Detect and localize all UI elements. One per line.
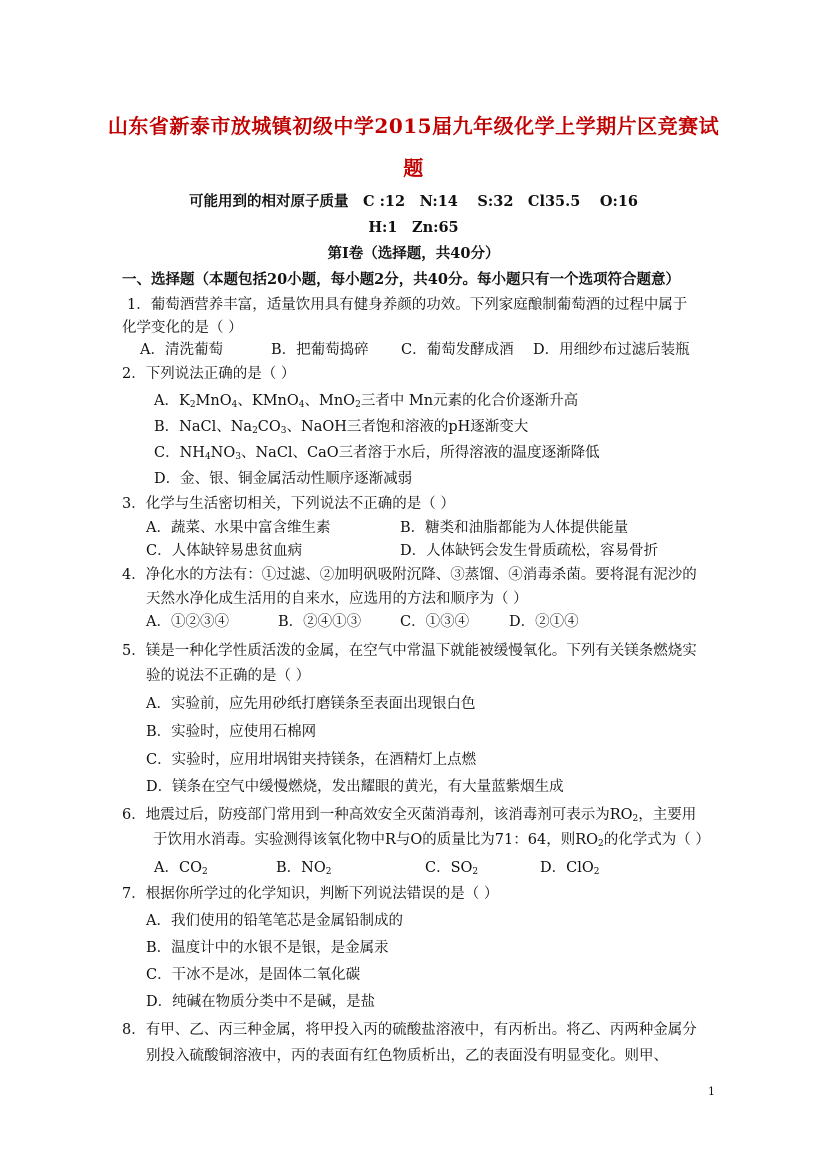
q6-option-c: C．$SO_2$ <box>425 860 479 877</box>
q6-option-d: D．ClO$_2$ <box>540 860 600 877</box>
q6-option-a: A．$CO_2$ <box>154 860 208 877</box>
q4-stem-line2: 天然水净化成生活用的自来水，应选用的方法和顺序为（ ） <box>146 591 528 607</box>
q5-option-c: C．实验时，应用坩埚钳夹持镁条，在酒精灯上点燃 <box>146 752 477 768</box>
q2-stem: 2．下列说法正确的是（ ） <box>122 366 296 382</box>
q5-option-a: A．实验前，应先用砂纸打磨镁条至表面出现银白色 <box>146 696 476 712</box>
q1-stem-line2: 化学变化的是（ ） <box>122 320 243 336</box>
q4-option-d: D．②①④ <box>509 614 579 630</box>
section-heading: 一、选择题（本题包括20小题，每小题2分，共40分。每小题只有一个选项符合题意） <box>122 271 680 288</box>
q7-option-c: C．干冰不是冰，是固体二氧化碳 <box>146 967 361 983</box>
q5-stem-line2: 验的说法不正确的是（ ） <box>146 668 311 684</box>
q2-option-d: D．金、银、铜金属活动性顺序逐渐减弱 <box>154 471 413 487</box>
q1-option-d: D．用细纱布过滤后装瓶 <box>533 342 690 358</box>
volume-heading: 第Ⅰ卷（选择题，共40分） <box>327 245 500 262</box>
q2-option-a: A．$K_2MnO_4$、KMnO$_4$、MnO$_2$三者中 Mn元素的化合价逐渐升高 <box>154 393 579 410</box>
q8-stem-line2: 别投入硫酸铜溶液中，丙的表面有红色物质析出，乙的表面没有明显变化。则甲、 <box>146 1048 668 1064</box>
q4-stem-line1: 4．净化水的方法有：①过滤、②加明矾吸附沉降、③蒸馏、④消毒杀菌。要将混有泥沙的 <box>122 567 697 583</box>
q4-option-a: A．①②③④ <box>146 614 229 630</box>
q3-option-b: B．糖类和油脂都能为人体提供能量 <box>400 520 629 536</box>
q2-option-c: C．$NH_4NO_3$、NaCl、CaO三者溶于水后，所得溶液的温度逐渐降低 <box>154 445 600 462</box>
q7-option-a: A．我们使用的铅笔笔芯是金属铅制成的 <box>146 913 403 929</box>
q8-stem-line1: 8．有甲、乙、丙三种金属，将甲投入丙的硫酸盐溶液中，有丙析出。将乙、丙两种金属分 <box>122 1022 697 1038</box>
q4-option-c: C．①③④ <box>400 614 470 630</box>
atomic-mass-line2: H:1 Zn:65 <box>368 219 459 236</box>
q3-option-c: C．人体缺锌易患贫血病 <box>146 543 303 559</box>
q5-option-d: D．镁条在空气中缓慢燃烧，发出耀眼的黄光，有大量蓝紫烟生成 <box>146 779 564 795</box>
q5-stem-line1: 5．镁是一种化学性质活泼的金属，在空气中常温下就能被缓慢氧化。下列有关镁条燃烧实 <box>122 643 697 659</box>
q6-option-b: B．$NO_2$ <box>276 860 332 877</box>
q3-stem: 3．化学与生活密切相关，下列说法不正确的是（ ） <box>122 496 455 512</box>
q7-option-d: D．纯碱在物质分类中不是碱，是盐 <box>146 994 376 1010</box>
q7-option-b: B．温度计中的水银不是银，是金属汞 <box>146 940 389 956</box>
q4-option-b: B．②④①③ <box>278 614 362 630</box>
exam-title-line1: 山东省新泰市放城镇初级中学2015届九年级化学上学期片区竞赛试 <box>107 114 720 138</box>
exam-title-line2: 题 <box>403 156 424 180</box>
q6-stem-line1: 6．地震过后，防疫部门常用到一种高效安全灭菌消毒剂，该消毒剂可表示为$RO_2$，主要用 <box>122 807 697 824</box>
atomic-mass-line1: 可能用到的相对原子质量 C :12 N:14 S:32 Cl35.5 O:16 <box>188 193 638 210</box>
q7-stem: 7．根据你所学过的化学知识，判断下列说法错误的是（ ） <box>122 886 499 902</box>
q1-option-c: C．葡萄发酵成酒 <box>401 342 514 358</box>
page-number: 1 <box>708 1085 715 1098</box>
q2-option-b: B．NaCl、$Na_2CO_3$、NaOH三者饱和溶液的pH逐渐变大 <box>154 419 529 436</box>
q1-option-a: A．清洗葡萄 <box>140 342 223 358</box>
q3-option-a: A．蔬菜、水果中富含维生素 <box>146 520 331 536</box>
q3-option-d: D．人体缺钙会发生骨质疏松，容易骨折 <box>400 543 659 559</box>
q6-stem-line2: 于饮用水消毒。实验测得该氧化物中R与O的质量比为71：64，则$RO_2$的化学式为（ ） <box>153 832 710 849</box>
q1-option-b: B．把葡萄捣碎 <box>271 342 369 358</box>
q1-stem-line1: 1．葡萄酒营养丰富，适量饮用具有健身养颜的功效。下列家庭酿制葡萄酒的过程中属于 <box>127 297 688 313</box>
q5-option-b: B．实验时，应使用石棉网 <box>146 724 317 740</box>
